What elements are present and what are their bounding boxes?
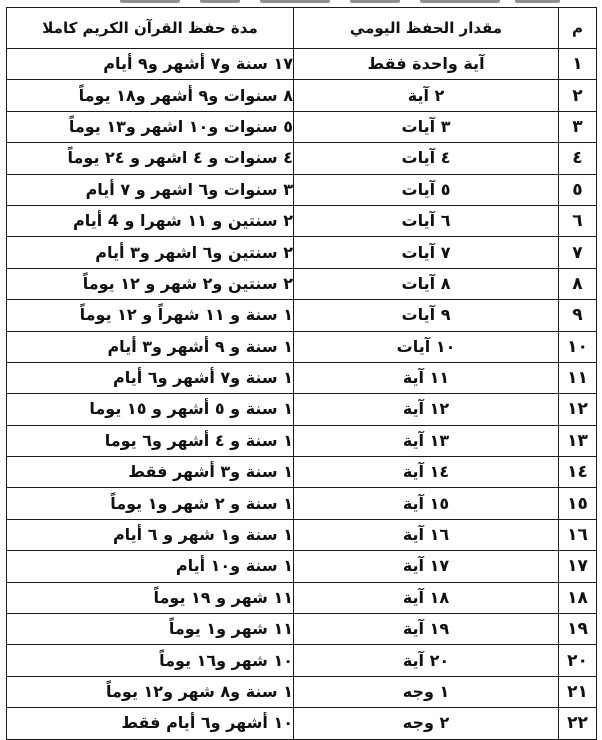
table-body xyxy=(7,49,597,740)
row-daily-amount: ٢ وجه xyxy=(294,708,559,739)
row-number: ٨ xyxy=(559,268,597,299)
table-row xyxy=(7,49,597,80)
memorization-table xyxy=(6,7,597,740)
row-daily-amount: ٧ آيات xyxy=(294,237,559,268)
table-row xyxy=(7,582,597,613)
row-duration: ٥ سنوات و١٠ اشهر و١٣ يوماً xyxy=(7,111,294,142)
table-header-row xyxy=(7,8,597,49)
row-duration: ٣ سنوات و٦ اشهر و ٧ أيام xyxy=(7,174,294,205)
table-row xyxy=(7,362,597,393)
row-number: ٦ xyxy=(559,205,597,236)
row-number: ١ xyxy=(559,49,597,80)
row-duration: ١ سنة و ٤ أشهر و٦ يوما xyxy=(7,425,294,456)
row-daily-amount: ٥ آيات xyxy=(294,174,559,205)
table-row xyxy=(7,300,597,331)
row-number: ١٩ xyxy=(559,614,597,645)
row-daily-amount: ١٧ آية xyxy=(294,551,559,582)
row-duration: ٢ سنتين و ١١ شهرا و 4 أيام xyxy=(7,205,294,236)
row-number: ١٥ xyxy=(559,488,597,519)
table-row xyxy=(7,457,597,488)
row-daily-amount: ٦ آيات xyxy=(294,205,559,236)
row-daily-amount: ١٨ آية xyxy=(294,582,559,613)
row-duration: ١ سنة و٨ شهر و١٢ يوماً xyxy=(7,676,294,707)
header-duration: مدة حفظ القرآن الكريم كاملا xyxy=(7,8,294,49)
table-row xyxy=(7,488,597,519)
row-number: ٧ xyxy=(559,237,597,268)
row-number: ١٦ xyxy=(559,519,597,550)
table-row xyxy=(7,143,597,174)
table-row xyxy=(7,111,597,142)
row-daily-amount: آية واحدة فقط xyxy=(294,49,559,80)
row-duration: ٢ سنتين و٢ شهر و ١٢ يوماً xyxy=(7,268,294,299)
row-daily-amount: ١٩ آية xyxy=(294,614,559,645)
row-number: ٢٢ xyxy=(559,708,597,739)
row-daily-amount: ١٤ آية xyxy=(294,457,559,488)
row-daily-amount: ٩ آيات xyxy=(294,300,559,331)
row-daily-amount: ٨ آيات xyxy=(294,268,559,299)
row-daily-amount: ١٦ آية xyxy=(294,519,559,550)
table-row xyxy=(7,331,597,362)
row-duration: ١ سنة و٧ أشهر و٦ أيام xyxy=(7,362,294,393)
table-row xyxy=(7,80,597,111)
row-daily-amount: ٤ آيات xyxy=(294,143,559,174)
header-number: م xyxy=(559,8,597,49)
row-daily-amount: ١٢ آية xyxy=(294,394,559,425)
row-duration: ١ سنة و٣ أشهر فقط xyxy=(7,457,294,488)
row-duration: ١ سنة و ١١ شهراً و ١٢ يوماً xyxy=(7,300,294,331)
table-row xyxy=(7,645,597,676)
row-number: ٣ xyxy=(559,111,597,142)
row-daily-amount: ١٣ آية xyxy=(294,425,559,456)
table-row xyxy=(7,425,597,456)
row-duration: ١ سنة و١ شهر و ٦ أيام xyxy=(7,519,294,550)
row-number: ١٧ xyxy=(559,551,597,582)
header-daily-amount: مقدار الحفظ اليومي xyxy=(294,8,559,49)
table-row xyxy=(7,268,597,299)
table-row xyxy=(7,676,597,707)
row-number: ٢ xyxy=(559,80,597,111)
row-duration: ١١ شهر و١ يوماً xyxy=(7,614,294,645)
row-daily-amount: ١ وجه xyxy=(294,676,559,707)
table-row xyxy=(7,237,597,268)
cropped-text-strip xyxy=(0,0,602,6)
row-number: ١٣ xyxy=(559,425,597,456)
row-duration: ١٧ سنة و٧ أشهر و٩ أيام xyxy=(7,49,294,80)
row-number: ٢٠ xyxy=(559,645,597,676)
table-row xyxy=(7,614,597,645)
row-number: ١٨ xyxy=(559,582,597,613)
row-number: ١٢ xyxy=(559,394,597,425)
row-duration: ١٠ شهر و١٦ يوماً xyxy=(7,645,294,676)
row-number: ٢١ xyxy=(559,676,597,707)
row-daily-amount: ٣ آيات xyxy=(294,111,559,142)
row-number: ١٠ xyxy=(559,331,597,362)
row-daily-amount: ٢ آية xyxy=(294,80,559,111)
row-duration: ١ سنة و١٠ أيام xyxy=(7,551,294,582)
row-daily-amount: ١٠ آيات xyxy=(294,331,559,362)
row-duration: ١١ شهر و ١٩ يوماً xyxy=(7,582,294,613)
row-duration: ١ سنة و ٢ شهر و١ يوماً xyxy=(7,488,294,519)
row-number: ٤ xyxy=(559,143,597,174)
table-row xyxy=(7,708,597,739)
table-row xyxy=(7,551,597,582)
row-number: ١١ xyxy=(559,362,597,393)
table-row xyxy=(7,174,597,205)
row-duration: ١٠ أشهر و٦ أيام فقط xyxy=(7,708,294,739)
table-row xyxy=(7,394,597,425)
row-daily-amount: ١١ آية xyxy=(294,362,559,393)
row-duration: ١ سنة و ٩ أشهر و٣ أيام xyxy=(7,331,294,362)
row-duration: ٨ سنوات و٩ أشهر و١٨ يوماً xyxy=(7,80,294,111)
table-row xyxy=(7,519,597,550)
row-number: ٥ xyxy=(559,174,597,205)
row-duration: ١ سنة و ٥ أشهر و ١٥ يوما xyxy=(7,394,294,425)
row-daily-amount: ١٥ آية xyxy=(294,488,559,519)
row-daily-amount: ٢٠ آية xyxy=(294,645,559,676)
row-duration: ٤ سنوات و ٤ اشهر و ٢٤ يوماً xyxy=(7,143,294,174)
row-number: ١٤ xyxy=(559,457,597,488)
row-duration: ٢ سنتين و٦ اشهر و٣ أيام xyxy=(7,237,294,268)
table-row xyxy=(7,205,597,236)
row-number: ٩ xyxy=(559,300,597,331)
